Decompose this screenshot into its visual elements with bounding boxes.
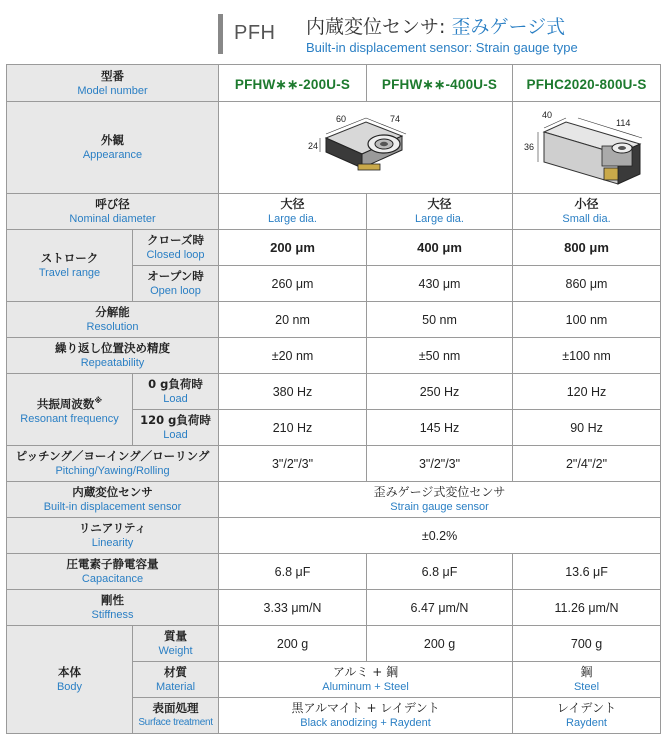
- row-weight: [7, 626, 661, 662]
- diameter-cell: 小径 Small dia.: [513, 194, 661, 230]
- surface-large-cell: 黒アルマイト + レイデント Black anodizing + Raydent: [219, 698, 513, 734]
- closed-loop-cell: 800 μm: [513, 230, 661, 266]
- label-pitch-yaw-roll: ピッチング／ヨーイング／ローリング Pitching/Yawing/Rolling: [7, 446, 219, 482]
- row-sensor: [7, 482, 661, 518]
- row-capacitance: [7, 554, 661, 590]
- svg-text:74: 74: [389, 113, 400, 124]
- open-loop-cell: 860 μm: [513, 266, 661, 302]
- capacitance-cell: 6.8 μF: [367, 554, 513, 590]
- svg-text:24: 24: [307, 140, 318, 151]
- material-large-cell: アルミ + 鋼 Aluminum + Steel: [219, 662, 513, 698]
- label-model: 型番 Model number: [7, 65, 219, 102]
- resolution-cell: 20 nm: [219, 302, 367, 338]
- product-code: PFH: [234, 22, 276, 44]
- stiffness-cell: 3.33 μm/N: [219, 590, 367, 626]
- sensor-cell: 歪みゲージ式変位センサ Strain gauge sensor: [219, 482, 661, 518]
- model-cell: PFHW∗∗-200U-S: [219, 65, 367, 102]
- label-repeatability: 繰り返し位置決め精度 Repeatability: [7, 338, 219, 374]
- label-stroke: ストローク Travel range: [7, 230, 133, 302]
- stage-small-drawing: [522, 106, 652, 190]
- open-loop-cell: 260 μm: [219, 266, 367, 302]
- material-small-cell: 鋼 Steel: [513, 662, 661, 698]
- resolution-cell: 50 nm: [367, 302, 513, 338]
- svg-text:36: 36: [523, 141, 534, 152]
- resonant-0g-cell: 380 Hz: [219, 374, 367, 410]
- open-loop-cell: 430 μm: [367, 266, 513, 302]
- diameter-cell: 大径 Large dia.: [367, 194, 513, 230]
- row-repeatability: [7, 338, 661, 374]
- label-appearance: 外観 Appearance: [7, 102, 219, 194]
- pyr-cell: 3"/2"/3": [219, 446, 367, 482]
- capacitance-cell: 13.6 μF: [513, 554, 661, 590]
- resolution-cell: 100 nm: [513, 302, 661, 338]
- row-closed-loop: [7, 230, 661, 266]
- header-accent-bar: [218, 14, 223, 54]
- label-sensor: 内蔵変位センサ Built-in displacement sensor: [7, 482, 219, 518]
- row-appearance: [7, 102, 661, 194]
- label-body: 本体 Body: [7, 626, 133, 734]
- row-resonant-0g: [7, 374, 661, 410]
- label-closed-loop: クローズ時 Closed loop: [133, 230, 219, 266]
- resonant-120g-cell: 90 Hz: [513, 410, 661, 446]
- label-diameter: 呼び径 Nominal diameter: [7, 194, 219, 230]
- pyr-cell: 2"/4"/2": [513, 446, 661, 482]
- label-surface: 表面処理 Surface treatment: [133, 698, 219, 734]
- pyr-cell: 3"/2"/3": [367, 446, 513, 482]
- row-resolution: [7, 302, 661, 338]
- label-load-120g: 120 g負荷時 Load: [133, 410, 219, 446]
- row-linearity: [7, 518, 661, 554]
- model-cell: PFHC2020-800U-S: [513, 65, 661, 102]
- row-model: [7, 65, 661, 102]
- weight-cell: 700 g: [513, 626, 661, 662]
- model-cell: PFHW∗∗-400U-S: [367, 65, 513, 102]
- svg-text:40: 40: [541, 109, 552, 120]
- appearance-small: [513, 102, 661, 194]
- page-title: 内蔵変位センサ: 歪みゲージ式: [306, 16, 566, 38]
- stiffness-cell: 6.47 μm/N: [367, 590, 513, 626]
- page-header: [0, 0, 665, 64]
- surface-small-cell: レイデント Raydent: [513, 698, 661, 734]
- label-material: 材質 Material: [133, 662, 219, 698]
- repeatability-cell: ±100 nm: [513, 338, 661, 374]
- page-subtitle: Built-in displacement sensor: Strain gauge type: [306, 40, 578, 55]
- resonant-120g-cell: 210 Hz: [219, 410, 367, 446]
- weight-cell: 200 g: [367, 626, 513, 662]
- svg-text:60: 60: [335, 113, 346, 124]
- label-resonant: 共振周波数※ Resonant frequency: [7, 374, 133, 446]
- row-stiffness: [7, 590, 661, 626]
- closed-loop-cell: 200 μm: [219, 230, 367, 266]
- resonant-0g-cell: 250 Hz: [367, 374, 513, 410]
- label-capacitance: 圧電素子静電容量 Capacitance: [7, 554, 219, 590]
- label-weight: 質量 Weight: [133, 626, 219, 662]
- weight-cell: 200 g: [219, 626, 367, 662]
- label-linearity: リニアリティ Linearity: [7, 518, 219, 554]
- svg-text:114: 114: [615, 117, 630, 128]
- capacitance-cell: 6.8 μF: [219, 554, 367, 590]
- label-open-loop: オープン時 Open loop: [133, 266, 219, 302]
- repeatability-cell: ±50 nm: [367, 338, 513, 374]
- resonant-120g-cell: 145 Hz: [367, 410, 513, 446]
- label-load-0g: 0 g負荷時 Load: [133, 374, 219, 410]
- closed-loop-cell: 400 μm: [367, 230, 513, 266]
- resonant-0g-cell: 120 Hz: [513, 374, 661, 410]
- row-diameter: [7, 194, 661, 230]
- label-stiffness: 剛性 Stiffness: [7, 590, 219, 626]
- repeatability-cell: ±20 nm: [219, 338, 367, 374]
- appearance-large: [219, 102, 513, 194]
- row-pitch-yaw-roll: [7, 446, 661, 482]
- diameter-cell: 大径 Large dia.: [219, 194, 367, 230]
- label-resolution: 分解能 Resolution: [7, 302, 219, 338]
- stiffness-cell: 11.26 μm/N: [513, 590, 661, 626]
- stage-large-drawing: [306, 108, 426, 188]
- linearity-cell: ±0.2%: [219, 518, 661, 554]
- spec-table: [6, 64, 661, 734]
